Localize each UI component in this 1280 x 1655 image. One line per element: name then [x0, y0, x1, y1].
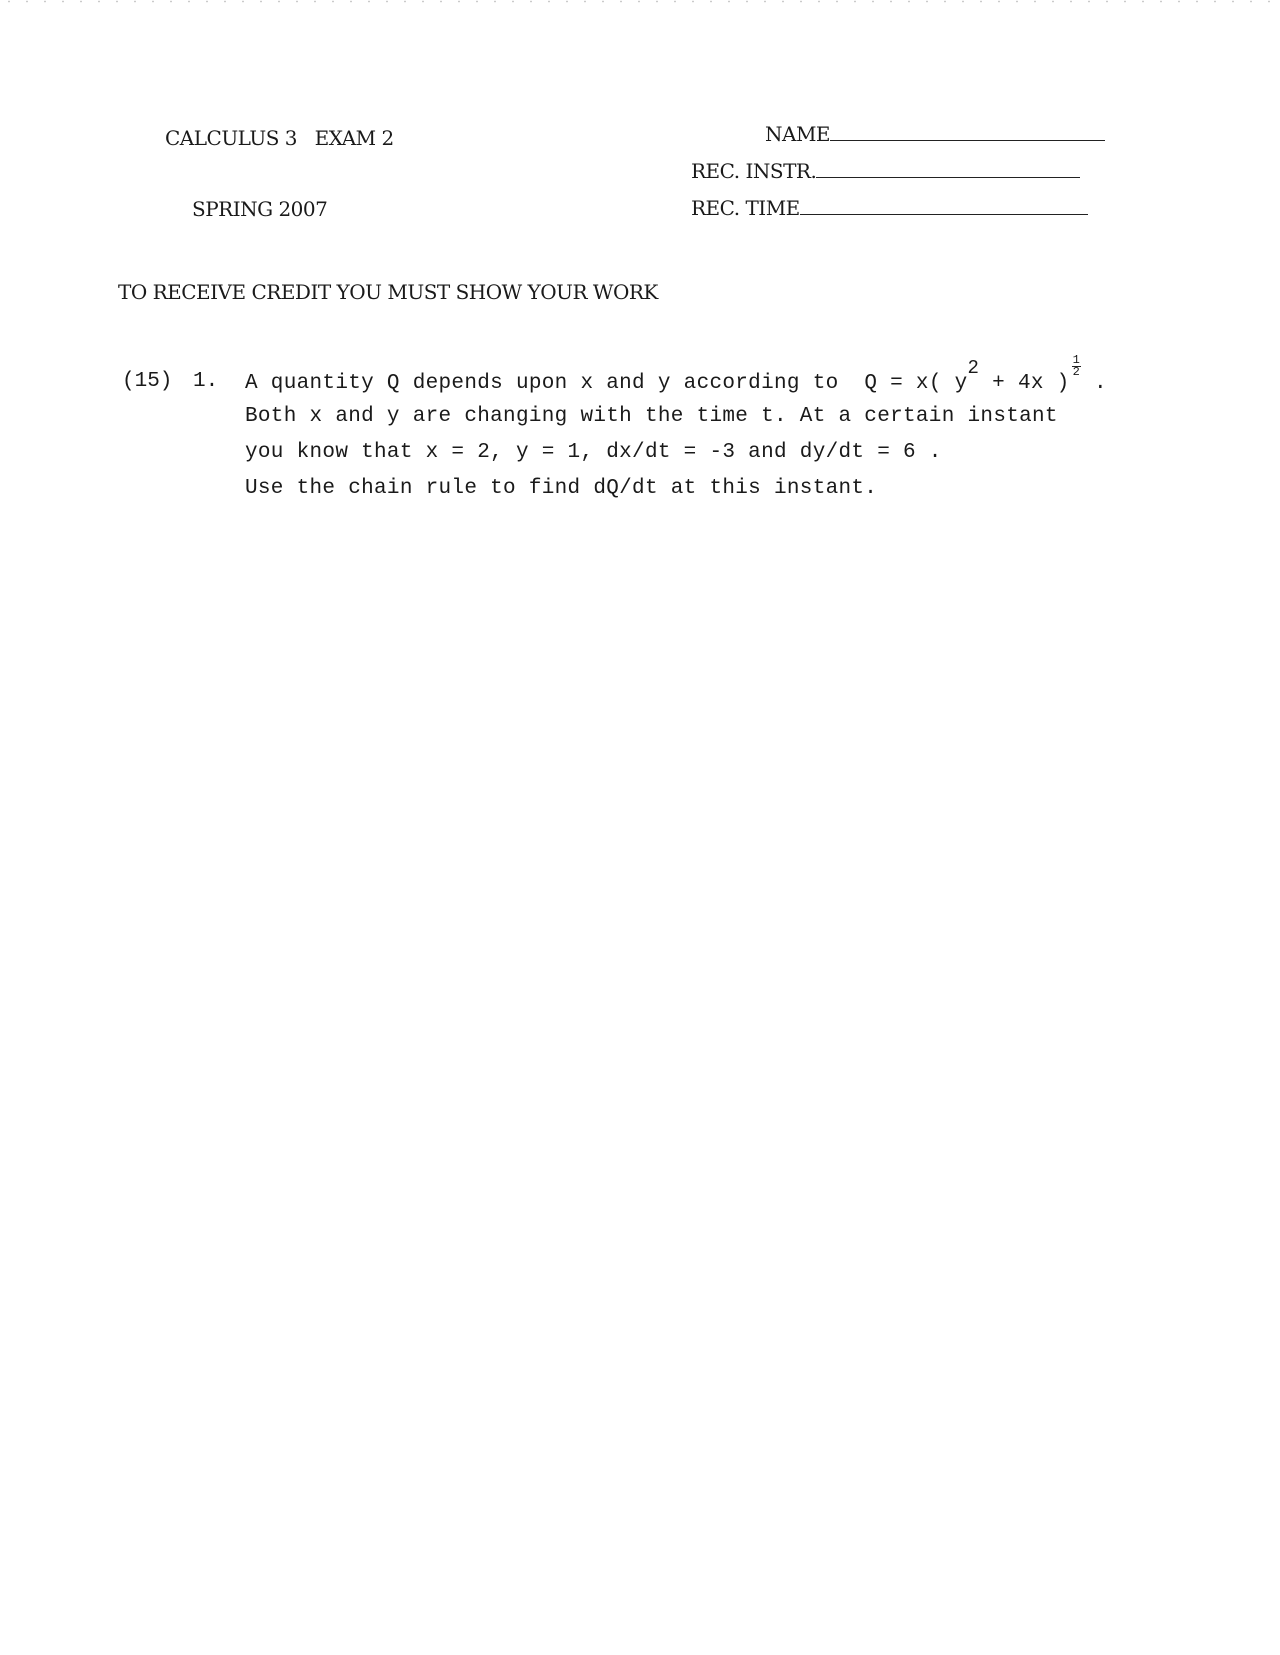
course-title: CALCULUS 3 EXAM 2 [165, 126, 394, 150]
rec-time-blank[interactable] [800, 213, 1088, 215]
instructions: TO RECEIVE CREDIT YOU MUST SHOW YOUR WORK [118, 280, 658, 304]
problem-line-4: Use the chain rule to find dQ/dt at this instant. [245, 477, 878, 500]
formula: Q = x( y2 + 4x ) $\frac{1}{2}$ . [864, 353, 1107, 395]
problem-line-3: you know that x = 2, y = 1, dx/dt = -3 and dy/dt = 6 . [245, 441, 942, 464]
rec-time-field[interactable]: REC. TIME [691, 196, 1088, 220]
name-field[interactable]: NAME [765, 122, 1105, 146]
rec-instr-field[interactable]: REC. INSTR. [691, 159, 1080, 183]
problem-line-1: A quantity Q depends upon x and y according to Q = x( y2 + 4x ) $\frac{1}{2}$ . [245, 353, 1107, 395]
problem-line-2: Both x and y are changing with the time t. At a certain instant [245, 405, 1058, 428]
scan-edge-dots [0, 0, 1280, 3]
term: SPRING 2007 [192, 197, 328, 221]
name-blank[interactable] [830, 139, 1105, 141]
fraction-exponent: $\frac{1}{2}$ [1072, 353, 1081, 379]
problem-number: 1. [193, 370, 219, 393]
rec-instr-blank[interactable] [816, 176, 1080, 178]
problem-points: (15) [122, 370, 173, 393]
